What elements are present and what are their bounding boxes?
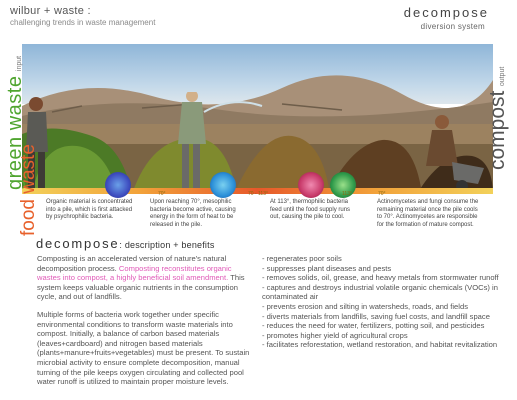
temp-label-2: 70 - 113° [248,191,268,197]
food-waste-wrapper [18,136,40,236]
mesophilic-bacteria-image [210,172,236,198]
system-title: decompose [403,5,489,20]
benefit-item: - diverts materials from landfills, saving fuel costs, and landfill space [262,312,507,322]
benefit-item: - captures and destroys industrial volatile organic chemicals (VOCs) in contaminated air [262,283,507,302]
caption-stage-1: Organic material is concentrated into a pile, which is first attacked by psychrophilic bacteria. [46,199,133,220]
temp-label-1: 70° [158,191,166,197]
output-labels [486,50,516,170]
input-small-label: input [16,55,23,72]
benefits-list [262,254,507,350]
benefit-item: - removes solids, oil, grease, and heavy metals from stormwater runoff [262,273,507,283]
header-subtitle: challenging trends in waste management [10,18,156,27]
section-heading [36,236,215,251]
workers-illustration [22,92,493,194]
system-subtitle: diversion system [420,22,485,31]
caption-stage-2: Upon reaching 70°, mesophilic bacteria become active, causing energy in the form of heat to be released in the pile. [150,199,236,228]
section-title: decompose [36,236,120,251]
paragraph-1-part-a: Composting is an accelerated version of nature's natural decomposition process. [37,254,227,273]
output-small-label: output [499,66,506,87]
paragraph-1-highlight: Composting reconstitutes organic wastes into compost, a highly beneficial soil amendment. [37,263,232,283]
section-subtitle: : description + benefits [119,240,215,250]
green-waste-label: green waste [4,75,26,190]
benefit-item: - promotes higher yield of agricultural crops [262,331,507,341]
temp-label-4: 70° [378,191,386,197]
food-waste-label: food waste [18,144,39,236]
description-paragraph-1 [37,254,250,302]
description-paragraph-2: Multiple forms of bacteria work together under specific environmental conditions to transform waste materials into compost. Initially, a balance of carbon based materials (leaves+cardboard) and nitrogen based materials (plants+manure+fruits+vegetables) must be present. To sustain microbial activity to ensure complete decomposition, manual turning of the pile keeps oxygen circulating and collected pool water runoff is utilized to maintain proper moisture levels. [37,310,250,387]
caption-stage-4: Actinomycetes and fungi consume the remaining material once the pile cools to 70°. Actinomycetes are responsible for the formation of mature compost. [377,199,479,228]
benefit-item: - reduces the need for water, fertilizers, potting soil, and pesticides [262,321,507,331]
benefit-item: - suppresses plant diseases and pests [262,264,507,274]
thermophilic-bacteria-image [298,172,324,198]
process-photo-strip [22,44,493,194]
compost-label: compost [486,90,509,170]
benefit-item: - facilitates reforestation, wetland restoration, and habitat revitalization [262,340,507,350]
benefit-item: - regenerates poor soils [262,254,507,264]
temp-label-3: 113° [342,191,352,197]
header-title: wilbur + waste : [10,5,91,17]
paragraph-1-part-c: This system keeps valuable organic nutrients in the consumption cycle, and out of landfills. [37,273,245,302]
caption-stage-3: At 113°, thermophilic bacteria feed until the food supply runs out, causing the pile to cool. [270,199,351,220]
psychrophilic-bacteria-image [105,172,131,198]
benefit-item: - prevents erosion and silting in watersheds, roads, and fields [262,302,507,312]
